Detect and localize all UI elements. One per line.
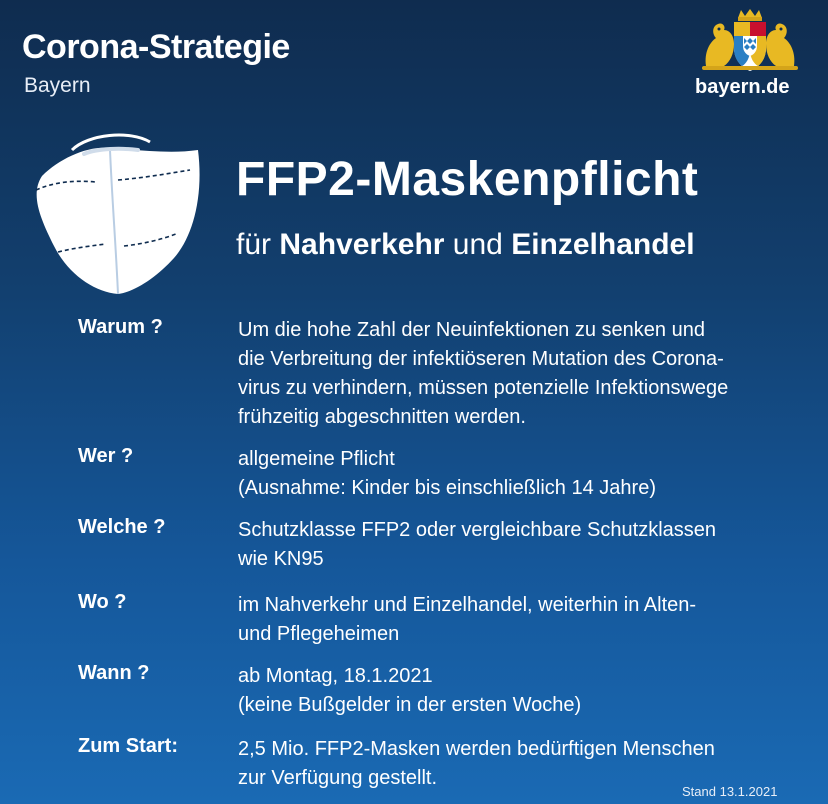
faq-answer — [238, 591, 818, 649]
faq-answer-line: 2,5 Mio. FFP2-Masken werden bedürftigen Menschen — [238, 738, 715, 760]
faq-answer — [238, 316, 818, 432]
faq-question: Wann ? — [78, 662, 150, 684]
faq-answer — [238, 445, 818, 503]
faq-question: Wo ? — [78, 591, 127, 613]
faq-answer-line: frühzeitig abgeschnitten werden. — [238, 406, 526, 428]
faq-question: Welche ? — [78, 516, 166, 538]
faq-answer-line: allgemeine Pflicht — [238, 448, 395, 470]
site-url: bayern.de — [695, 76, 790, 98]
faq-question: Warum ? — [78, 316, 163, 338]
subheadline-prefix: für — [236, 228, 280, 261]
faq-answer-line: zur Verfügung gestellt. — [238, 767, 438, 789]
faq-answer-line: (keine Bußgelder in der ersten Woche) — [238, 694, 582, 716]
brand-subtitle: Bayern — [24, 74, 91, 97]
faq-answer-line: Um die hohe Zahl der Neuinfektionen zu senken und — [238, 319, 705, 341]
faq-answer-line: Schutzklasse FFP2 oder vergleichbare Schutzklassen — [238, 519, 717, 541]
faq-answer-line: wie KN95 — [238, 548, 324, 570]
faq-answer-line: virus zu verhindern, müssen potenzielle Infektionswege — [238, 377, 729, 399]
faq-answer-line: im Nahverkehr und Einzelhandel, weiterhin in Alten- — [238, 594, 697, 616]
faq-answer — [238, 516, 818, 574]
faq-question: Wer ? — [78, 445, 134, 467]
bavarian-coat-of-arms-icon — [700, 8, 800, 72]
brand-title: Corona-Strategie — [22, 28, 290, 66]
faq-answer — [238, 662, 818, 720]
headline: FFP2-Maskenpflicht — [236, 153, 699, 206]
faq-answer-line: (Ausnahme: Kinder bis einschließlich 14 Jahre) — [238, 477, 656, 499]
subheadline-einzelhandel: Einzelhandel — [511, 228, 695, 261]
faq-answer-line: und Pflegeheimen — [238, 623, 400, 645]
subheadline — [236, 228, 695, 262]
faq-answer-line: die Verbreitung der infektiöseren Mutation des Corona- — [238, 348, 724, 370]
ffp2-mask-icon — [14, 128, 206, 296]
faq-answer-line: ab Montag, 18.1.2021 — [238, 665, 433, 687]
subheadline-middle: und — [444, 228, 512, 261]
faq-question: Zum Start: — [78, 735, 178, 757]
subheadline-nahverkehr: Nahverkehr — [279, 228, 445, 261]
stand-date: Stand 13.1.2021 — [682, 784, 778, 799]
